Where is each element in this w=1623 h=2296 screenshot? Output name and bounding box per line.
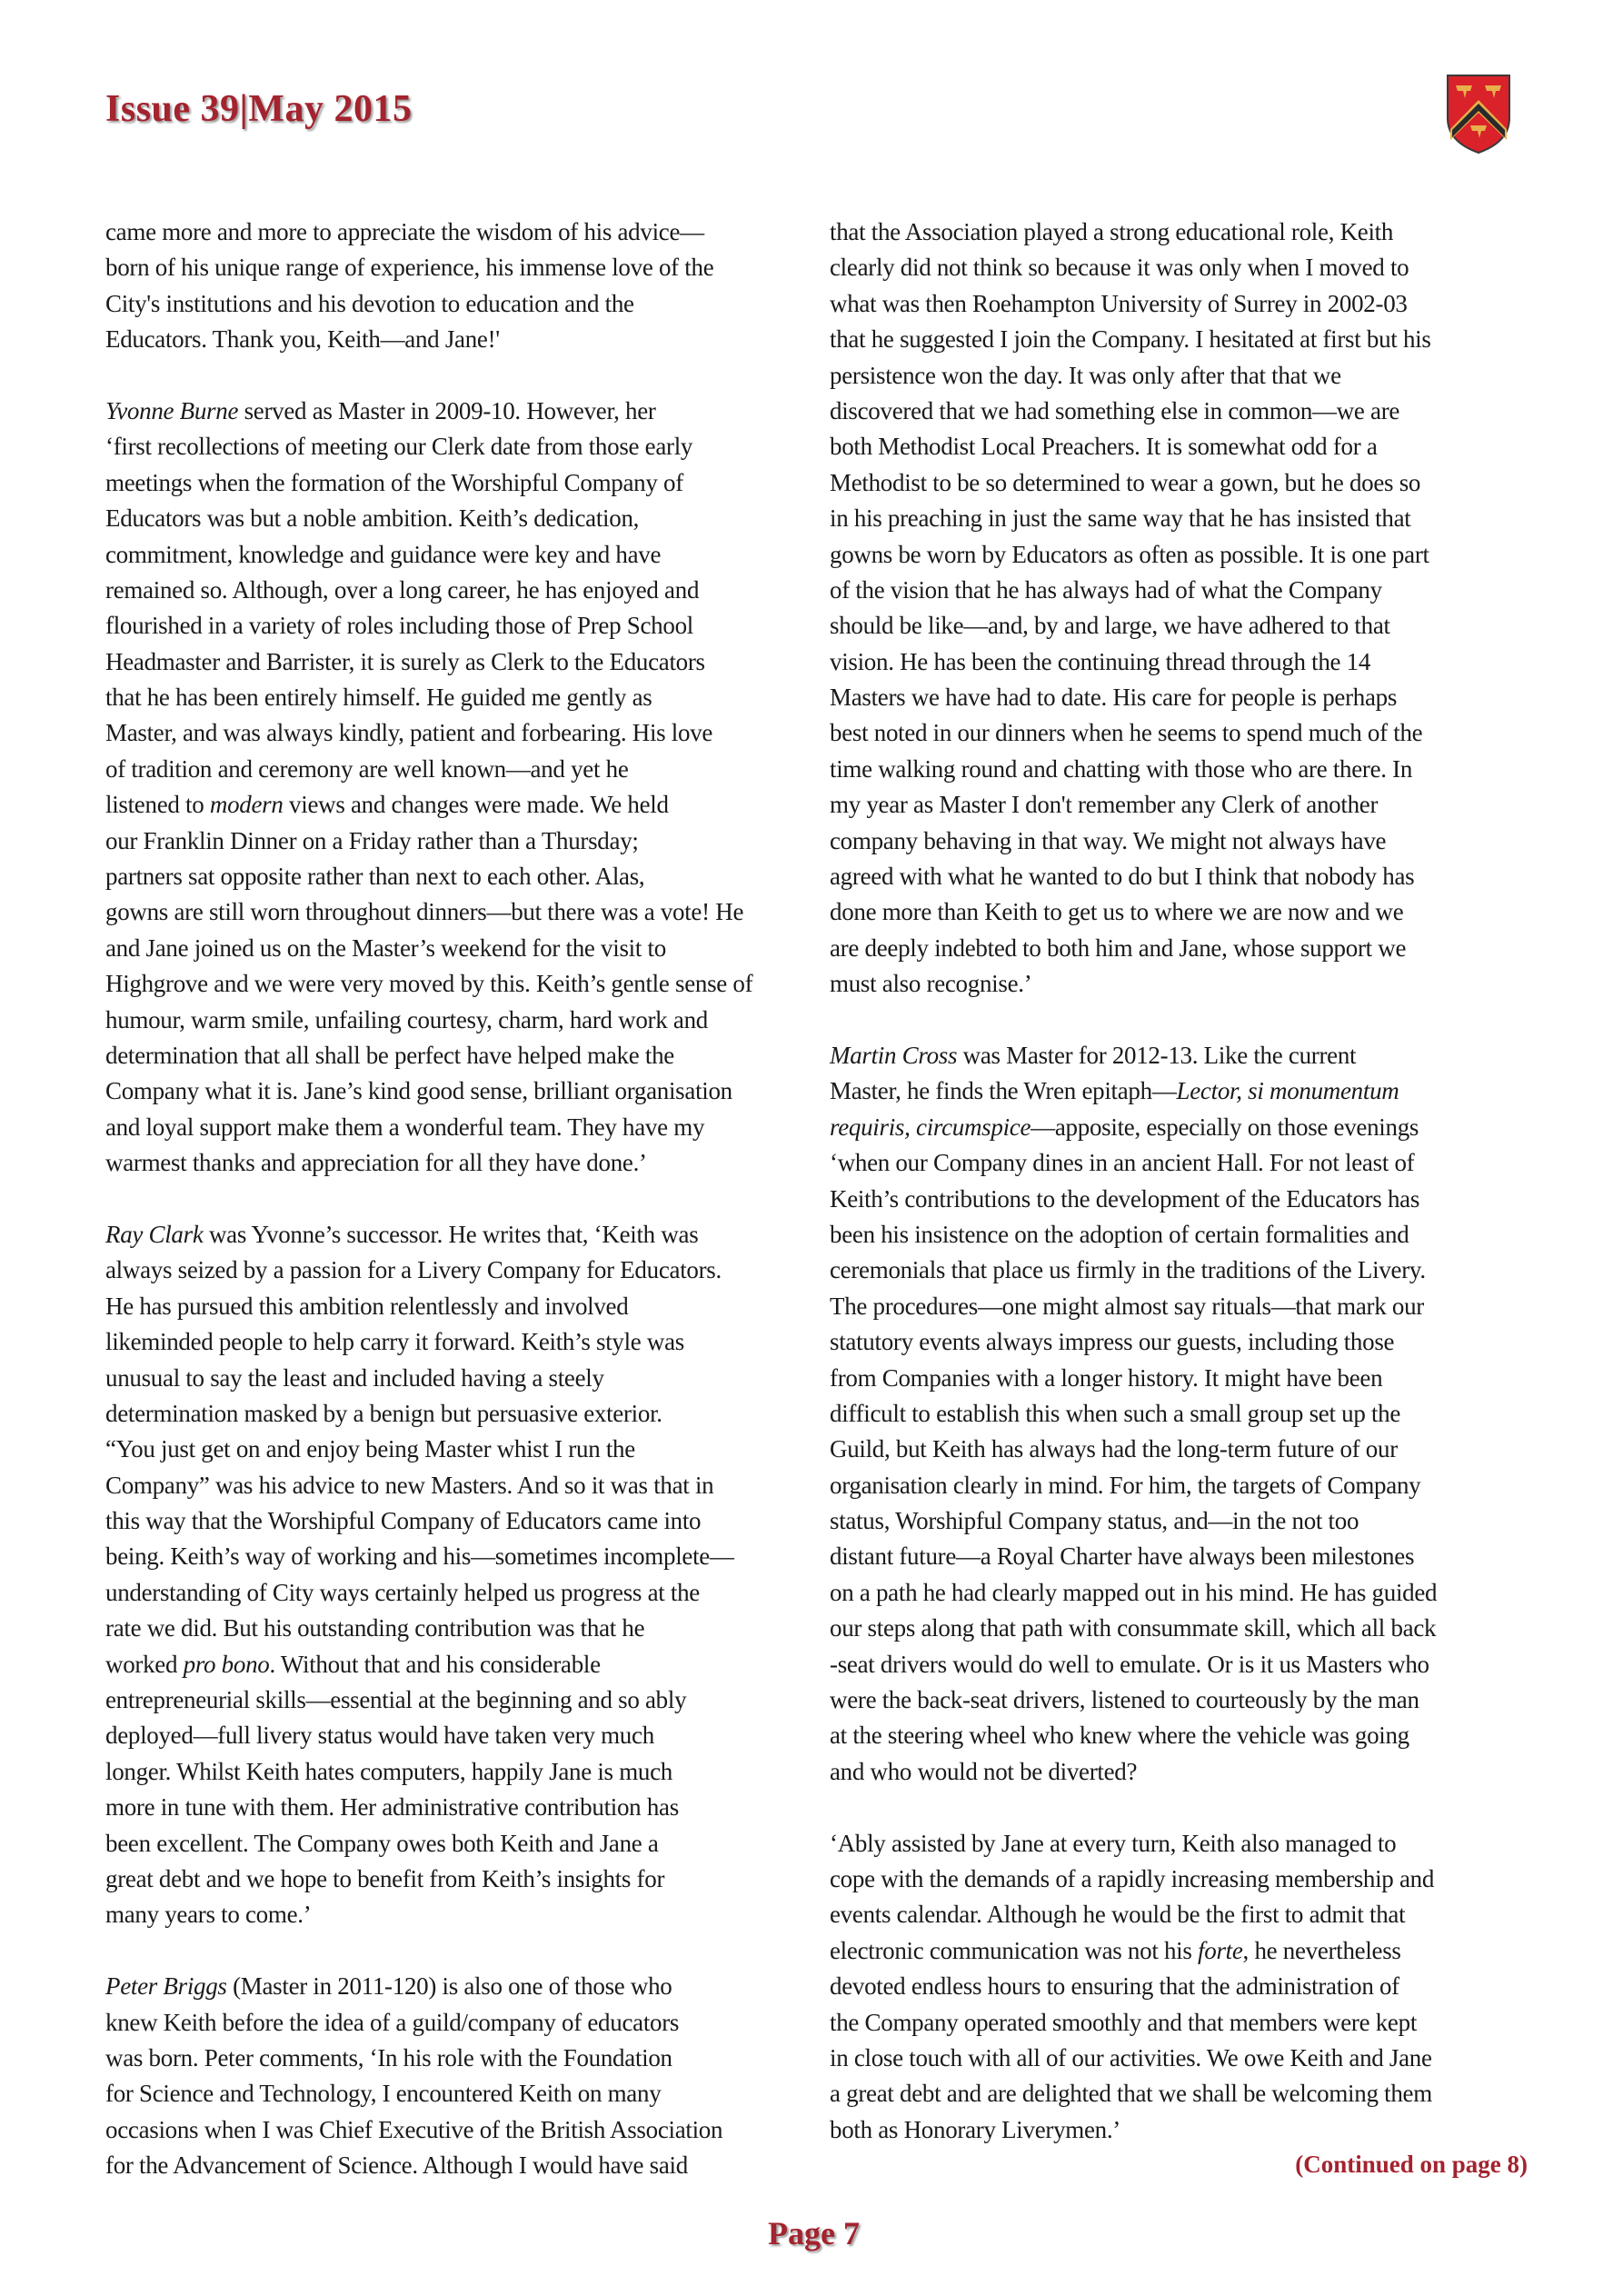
text-segment: , he nevertheless <box>1242 1936 1401 1964</box>
text-segment: humour, warm smile, unfailing courtesy, charm, hard work and <box>105 1005 708 1033</box>
header-separator: | <box>239 88 249 130</box>
text-line <box>830 1073 1520 1109</box>
text-line <box>830 429 1520 464</box>
text-segment: City's institutions and his devotion to education and the <box>105 289 634 317</box>
text-line <box>830 537 1520 573</box>
text-line <box>105 1253 796 1288</box>
text-line <box>830 859 1520 894</box>
text-line <box>830 465 1520 501</box>
text-line <box>830 680 1520 715</box>
text-line <box>105 1217 796 1253</box>
text-line <box>830 1718 1520 1753</box>
text-segment: came more and more to appreciate the wisdom of his advice— <box>105 218 704 245</box>
text-segment: Company” was his advice to new Masters. And so it was that in <box>105 1471 714 1499</box>
text-line <box>830 1682 1520 1718</box>
text-line <box>830 931 1520 966</box>
text-line <box>830 1969 1520 2004</box>
text-line <box>830 250 1520 285</box>
text-line <box>830 1933 1520 1969</box>
paragraph-break <box>105 358 796 394</box>
text-line <box>830 1253 1520 1288</box>
text-segment: warmest thanks and appreciation for all they have done.’ <box>105 1149 647 1177</box>
text-line <box>830 1468 1520 1503</box>
text-segment: our steps along that path with consummate skill, which all back <box>830 1614 1437 1642</box>
text-segment: that the Association played a strong educational role, Keith <box>830 218 1394 245</box>
text-line <box>830 1897 1520 1932</box>
text-line <box>830 824 1520 859</box>
text-segment: understanding of City ways certainly helped us progress at the <box>105 1578 700 1606</box>
text-line <box>830 2112 1520 2148</box>
text-segment: views and changes were made. We held <box>283 791 669 819</box>
text-line <box>830 1826 1520 1862</box>
text-line <box>105 1969 796 2004</box>
text-segment: from Companies with a longer history. It might have been <box>830 1363 1383 1392</box>
text-segment: and Jane joined us on the Master’s weekend for the visit to <box>105 933 666 962</box>
text-line <box>105 250 796 285</box>
text-segment: persistence won the day. It was only after that that we <box>830 361 1341 389</box>
text-segment: the Company operated smoothly and that members were kept <box>830 2008 1418 2036</box>
text-line <box>105 215 796 250</box>
text-segment: difficult to establish this when such a small group set up the <box>830 1399 1401 1427</box>
text-line <box>105 1897 796 1932</box>
text-segment: for the Advancement of Science. Although I would have said <box>105 2151 688 2180</box>
text-segment: must also recognise.’ <box>830 970 1032 998</box>
text-line <box>105 1718 796 1753</box>
text-line <box>105 2005 796 2041</box>
text-segment: status, Worshipful Company status, and—in the not too <box>830 1507 1359 1535</box>
text-segment: (Master in 2011-120) is also one of those who <box>226 1972 672 2001</box>
text-line <box>105 1324 796 1360</box>
text-segment: determination that all shall be perfect have helped make the <box>105 1041 674 1069</box>
text-segment: done more than Keith to get us to where we are now and we <box>830 898 1404 926</box>
text-segment: entrepreneurial skills—essential at the beginning and so ably <box>105 1686 687 1714</box>
text-line <box>105 537 796 573</box>
italic-text: Martin Cross <box>830 1041 958 1069</box>
text-segment: discovered that we had something else in common—we are <box>830 396 1400 424</box>
text-line <box>830 1217 1520 1253</box>
text-line <box>105 1575 796 1611</box>
text-line <box>830 1289 1520 1324</box>
text-line <box>830 394 1520 429</box>
text-line <box>830 501 1520 536</box>
coat-of-arms-shield-icon <box>1445 73 1512 155</box>
text-segment: both as Honorary Liverymen.’ <box>830 2115 1121 2143</box>
text-line <box>105 1790 796 1825</box>
text-segment: clearly did not think so because it was only when I moved to <box>830 254 1409 282</box>
text-line <box>105 1038 796 1073</box>
text-line <box>105 715 796 751</box>
text-line <box>830 1575 1520 1611</box>
text-segment: served as Master in 2009-10. However, her <box>238 396 656 424</box>
text-line <box>105 1826 796 1862</box>
italic-text: Ray Clark <box>105 1220 204 1248</box>
text-line <box>830 1647 1520 1682</box>
text-segment: Company what it is. Jane’s kind good sense, brilliant organisation <box>105 1077 732 1105</box>
text-line <box>105 1361 796 1396</box>
text-line <box>830 1503 1520 1539</box>
text-segment: many years to come.’ <box>105 1901 312 1929</box>
text-segment: ‘first recollections of meeting our Clerk date from those early <box>105 433 693 461</box>
text-segment: in his preaching in just the same way that he has insisted that <box>830 504 1411 533</box>
italic-text: pro bono <box>183 1650 270 1678</box>
text-line <box>830 1432 1520 1467</box>
text-line <box>830 2005 1520 2041</box>
text-segment: are deeply indebted to both him and Jane, whose support we <box>830 933 1407 962</box>
text-segment: worked <box>105 1650 184 1678</box>
italic-text: Yvonne Burne <box>105 396 239 424</box>
text-segment: He has pursued this ambition relentlessly and involved <box>105 1292 629 1320</box>
text-line <box>830 787 1520 823</box>
text-line <box>105 2076 796 2111</box>
text-segment: meetings when the formation of the Worshipful Company of <box>105 468 683 496</box>
text-segment: been excellent. The Company owes both Keith and Jane a <box>105 1829 659 1857</box>
text-line <box>105 966 796 1002</box>
text-line <box>830 1862 1520 1897</box>
text-segment: time walking round and chatting with those who are there. In <box>830 754 1413 783</box>
italic-text: modern <box>209 791 284 819</box>
text-line <box>830 1539 1520 1574</box>
text-segment: and who would not be diverted? <box>830 1757 1138 1785</box>
text-segment: that he suggested I join the Company. I hesitated at first but his <box>830 325 1431 354</box>
text-segment: occasions when I was Chief Executive of the British Association <box>105 2115 723 2143</box>
text-line <box>105 752 796 787</box>
text-line <box>830 286 1520 322</box>
text-segment: on a path he had clearly mapped out in his mind. He has guided <box>830 1578 1438 1606</box>
text-line <box>105 1432 796 1467</box>
text-line <box>105 501 796 536</box>
text-line <box>830 1038 1520 1073</box>
text-line <box>105 1862 796 1897</box>
text-line <box>105 429 796 464</box>
text-segment: Keith’s contributions to the development of the Educators has <box>830 1184 1420 1213</box>
text-segment: should be like—and, by and large, we have adhered to that <box>830 612 1390 640</box>
italic-text: Peter Briggs <box>105 1972 227 2001</box>
text-line <box>105 1145 796 1181</box>
text-line <box>105 931 796 966</box>
italic-text: requiris, circumspice <box>830 1113 1031 1141</box>
text-line <box>830 1611 1520 1646</box>
text-line <box>830 966 1520 1002</box>
text-line <box>830 1324 1520 1360</box>
text-segment: were the back-seat drivers, listened to courteously by the man <box>830 1686 1419 1714</box>
text-segment: Educators. Thank you, Keith—and Jane!' <box>105 325 500 354</box>
text-segment: in close touch with all of our activities. We owe Keith and Jane <box>830 2043 1432 2071</box>
text-segment: agreed with what he wanted to do but I think that nobody has <box>830 863 1415 891</box>
text-segment: devoted endless hours to ensuring that the administration of <box>830 1972 1399 2001</box>
text-line <box>830 1145 1520 1181</box>
text-segment: that he has been entirely himself. He guided me gently as <box>105 684 652 712</box>
text-line <box>105 608 796 644</box>
text-segment: best noted in our dinners when he seems to spend much of the <box>830 719 1423 747</box>
text-segment: . Without that and his considerable <box>269 1650 601 1678</box>
italic-text: Lector, si monumentum <box>1176 1077 1399 1105</box>
italic-text: forte <box>1198 1936 1243 1964</box>
text-line <box>105 1647 796 1682</box>
text-segment: of tradition and ceremony are well known—and yet he <box>105 754 629 783</box>
text-segment: great debt and we hope to benefit from Keith’s insights for <box>105 1864 665 1892</box>
issue-date: May 2015 <box>248 88 413 130</box>
text-line <box>105 1003 796 1038</box>
right-column <box>830 215 1520 2148</box>
text-segment: ‘when our Company dines in an ancient Hall. For not least of <box>830 1149 1415 1177</box>
text-segment: my year as Master I don't remember any Clerk of another <box>830 791 1379 819</box>
text-segment: ceremonials that place us firmly in the traditions of the Livery. <box>830 1256 1426 1284</box>
text-line <box>830 2041 1520 2076</box>
text-segment: knew Keith before the idea of a guild/company of educators <box>105 2008 680 2036</box>
text-line <box>105 644 796 680</box>
text-segment: likeminded people to help carry it forward. Keith’s style was <box>105 1328 685 1356</box>
text-line <box>830 1396 1520 1432</box>
text-line <box>830 2076 1520 2111</box>
text-segment: ‘Ably assisted by Jane at every turn, Keith also managed to <box>830 1829 1397 1857</box>
text-segment: organisation clearly in mind. For him, the targets of Company <box>830 1471 1421 1499</box>
text-line <box>105 824 796 859</box>
text-segment: -seat drivers would do well to emulate. Or is it us Masters who <box>830 1650 1429 1678</box>
text-segment: was Master for 2012-13. Like the current <box>957 1041 1357 1069</box>
text-line <box>105 2112 796 2148</box>
paragraph-break <box>830 1003 1520 1038</box>
text-segment: a great debt and are delighted that we shall be welcoming them <box>830 2080 1432 2108</box>
text-line <box>830 215 1520 250</box>
text-segment: Master, he finds the Wren epitaph— <box>830 1077 1177 1105</box>
text-line <box>105 1289 796 1324</box>
text-segment: company behaving in that way. We might not always have <box>830 826 1387 854</box>
text-segment: been his insistence on the adoption of certain formalities and <box>830 1220 1409 1248</box>
text-line <box>105 1396 796 1432</box>
text-segment: being. Keith’s way of working and his—sometimes incomplete— <box>105 1542 734 1571</box>
text-segment: longer. Whilst Keith hates computers, happily Jane is much <box>105 1757 672 1785</box>
text-line <box>830 715 1520 751</box>
text-line <box>105 1611 796 1646</box>
text-segment: Guild, but Keith has always had the long-term future of our <box>830 1435 1398 1463</box>
text-line <box>830 1110 1520 1145</box>
text-segment: The procedures—one might almost say rituals—that mark our <box>830 1292 1424 1320</box>
text-line <box>830 1361 1520 1396</box>
text-segment: distant future—a Royal Charter have always been milestones <box>830 1542 1415 1571</box>
text-segment: statutory events always impress our guests, including those <box>830 1328 1395 1356</box>
text-line <box>105 1754 796 1790</box>
left-column <box>105 215 796 2183</box>
text-line <box>830 1754 1520 1790</box>
text-line <box>105 286 796 322</box>
text-segment: Master, and was always kindly, patient and forbearing. His love <box>105 719 713 747</box>
text-segment: rate we did. But his outstanding contribution was that he <box>105 1614 645 1642</box>
text-segment: was Yvonne’s successor. He writes that, ‘Keith was <box>203 1220 699 1248</box>
paragraph-break <box>105 1182 796 1217</box>
text-segment: both Methodist Local Preachers. It is somewhat odd for a <box>830 433 1378 461</box>
text-segment: Headmaster and Barrister, it is surely as Clerk to the Educators <box>105 647 705 675</box>
text-segment: gowns are still worn throughout dinners—but there was a vote! He <box>105 898 744 926</box>
text-line <box>105 1468 796 1503</box>
text-segment: remained so. Although, over a long career, he has enjoyed and <box>105 575 700 604</box>
text-segment: electronic communication was not his <box>830 1936 1199 1964</box>
text-segment: partners sat opposite rather than next to each other. Alas, <box>105 863 645 891</box>
text-line <box>105 680 796 715</box>
text-line <box>830 573 1520 608</box>
text-segment: what was then Roehampton University of Surrey in 2002-03 <box>830 289 1408 317</box>
text-line <box>105 1073 796 1109</box>
text-line <box>830 322 1520 357</box>
text-segment: flourished in a variety of roles including those of Prep School <box>105 612 693 640</box>
text-segment: this way that the Worshipful Company of Educators came into <box>105 1507 702 1535</box>
text-segment: “You just get on and enjoy being Master whist I run the <box>105 1435 635 1463</box>
text-segment: Highgrove and we were very moved by this. Keith’s gentle sense of <box>105 970 753 998</box>
text-segment: of the vision that he has always had of what the Company <box>830 575 1382 604</box>
text-line <box>830 1182 1520 1217</box>
text-segment: commitment, knowledge and guidance were key and have <box>105 540 662 568</box>
text-segment: events calendar. Although he would be the first to admit that <box>830 1901 1406 1929</box>
text-segment: more in tune with them. Her administrative contribution has <box>105 1793 679 1822</box>
text-line <box>105 1110 796 1145</box>
text-line <box>105 1539 796 1574</box>
text-line <box>830 752 1520 787</box>
text-segment: —apposite, especially on those evenings <box>1031 1113 1419 1141</box>
text-line <box>105 859 796 894</box>
text-line <box>830 608 1520 644</box>
text-line <box>105 465 796 501</box>
text-line <box>105 787 796 823</box>
text-segment: unusual to say the least and included having a steely <box>105 1363 604 1392</box>
text-segment: Methodist to be so determined to wear a gown, but he does so <box>830 468 1421 496</box>
issue-number: Issue 39 <box>105 88 240 130</box>
text-segment: cope with the demands of a rapidly increasing membership and <box>830 1864 1435 1892</box>
text-segment: listened to <box>105 791 210 819</box>
text-segment: always seized by a passion for a Livery Company for Educators. <box>105 1256 722 1284</box>
text-line <box>830 644 1520 680</box>
paragraph-break <box>105 1933 796 1969</box>
text-line <box>830 358 1520 394</box>
text-segment: at the steering wheel who knew where the vehicle was going <box>830 1722 1409 1750</box>
text-line <box>105 1503 796 1539</box>
text-segment: and loyal support make them a wonderful team. They have my <box>105 1113 705 1141</box>
text-segment: our Franklin Dinner on a Friday rather than a Thursday; <box>105 826 639 854</box>
page-number: Page 7 <box>768 2215 860 2251</box>
text-segment: Educators was but a noble ambition. Keith’s dedication, <box>105 504 640 533</box>
text-line <box>105 573 796 608</box>
text-segment: for Science and Technology, I encountered Keith on many <box>105 2080 662 2108</box>
text-segment: born of his unique range of experience, his immense love of the <box>105 254 714 282</box>
text-line <box>105 322 796 357</box>
text-line <box>105 2041 796 2076</box>
text-line <box>105 894 796 930</box>
text-segment: determination masked by a benign but persuasive exterior. <box>105 1399 662 1427</box>
text-line <box>105 394 796 429</box>
text-segment: vision. He has been the continuing thread through the 14 <box>830 647 1371 675</box>
text-line <box>830 894 1520 930</box>
text-line <box>105 2148 796 2183</box>
continued-note: (Continued on page 8) <box>1295 2151 1528 2178</box>
paragraph-break <box>830 1790 1520 1825</box>
text-segment: Masters we have had to date. His care for people is perhaps <box>830 684 1398 712</box>
text-segment: gowns be worn by Educators as often as possible. It is one part <box>830 540 1429 568</box>
text-segment: was born. Peter comments, ‘In his role with the Foundation <box>105 2043 672 2071</box>
text-line <box>105 1682 796 1718</box>
text-segment: deployed—full livery status would have taken very much <box>105 1722 654 1750</box>
issue-header <box>105 87 412 131</box>
